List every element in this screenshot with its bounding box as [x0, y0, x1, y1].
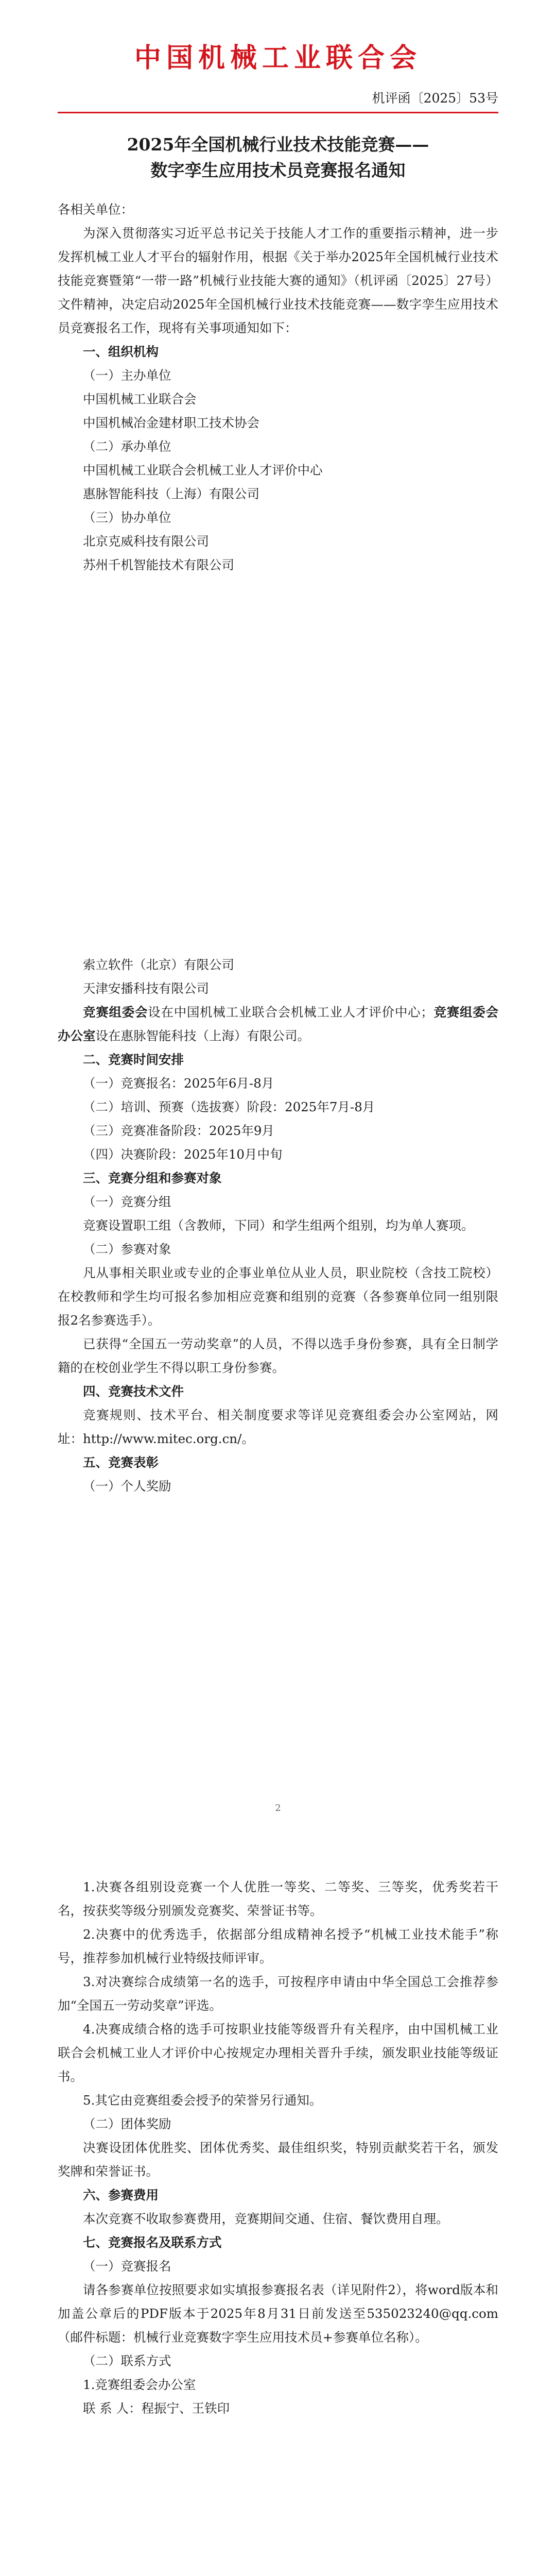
- individual-1: 1.决赛各组别设竞赛一个人优胜一等奖、二等奖、三等奖，优秀奖若干名，按获奖等级分别颁发竞赛奖、荣誉证书等。: [58, 1879, 498, 1918]
- section3-heading: 三、竞赛分组和参赛对象: [83, 1171, 222, 1185]
- org-header: 中国机械工业联合会: [134, 42, 422, 74]
- office-label: 竞赛组委会办公室: [58, 1005, 499, 1043]
- contact-heading: （二）联系方式: [83, 2353, 171, 2368]
- committee-text: 设在中国机械工业联合会机械工业人才评价中心；: [148, 1005, 433, 1020]
- reg-heading: （一）竞赛报名: [83, 2259, 171, 2274]
- host-2: 中国机械冶金建材职工技术协会: [83, 415, 259, 430]
- title-line-1: 2025年全国机械行业技术技能竞赛——: [127, 134, 429, 155]
- schedule-4: （四）决赛阶段：2025年10月中旬: [83, 1147, 283, 1162]
- section1-heading: 一、组织机构: [83, 344, 159, 359]
- contact-1-title: 1.竞赛组委会办公室: [83, 2377, 196, 2392]
- organizer-1: 中国机械工业联合会机械工业人才评价中心: [83, 463, 323, 478]
- individual-4: 4.决赛成绩合格的选手可按职业技能等级晋升有关程序，由中国机械工业联合会机械工业人才评价中心按规定办理相关晋升手续，颁发职业技能等级证书。: [58, 2022, 498, 2084]
- individual-3: 3.对决赛综合成绩第一名的选手，可按程序申请由中华全国总工会推荐参加“全国五一劳动奖章”评选。: [58, 1974, 498, 2013]
- salutation: 各相关单位：: [58, 202, 133, 217]
- doc-title: [58, 132, 498, 183]
- schedule-1: （一）竞赛报名：2025年6月-8月: [83, 1076, 274, 1091]
- co-3: 索立软件（北京）有限公司: [83, 957, 234, 972]
- team-heading: （二）团体奖励: [83, 2116, 171, 2131]
- target-text-2: 已获得“全国五一劳动奖章”的人员，不得以选手身份参赛，具有全日制学籍的在校创业学生不得以职工身份参赛。: [58, 1336, 498, 1375]
- individual-2: 2.决赛中的优秀选手，依据部分组成精神名授予“机械工业技术能手”称号，推荐参加机械行业特级技师评审。: [58, 1927, 498, 1965]
- section7-heading: 七、竞赛报名及联系方式: [83, 2235, 222, 2250]
- doc-number: 机评函〔2025〕53号: [372, 91, 498, 106]
- organizer-2: 惠脉智能科技（上海）有限公司: [83, 486, 259, 501]
- office-text: 设在惠脉智能科技（上海）有限公司。: [95, 1028, 310, 1043]
- schedule-2: （二）培训、预赛（选拔赛）阶段：2025年7月-8月: [83, 1099, 375, 1114]
- group-text: 竞赛设置职工组（含教师，下同）和学生组两个组别，均为单人赛项。: [83, 1218, 474, 1233]
- co-4: 天津安播科技有限公司: [83, 981, 209, 996]
- host-1: 中国机械工业联合会: [83, 392, 197, 406]
- target-text-1: 凡从事相关职业或专业的企事业单位从业人员，职业院校（含技工院校）在校教师和学生均可报名参加相应竞赛和组别的竞赛（各参赛单位同一组别限报2名参赛选手）。: [58, 1265, 498, 1328]
- page-1: [0, 0, 556, 917]
- page-2: [0, 917, 556, 1834]
- section5-heading: 五、竞赛表彰: [83, 1455, 159, 1470]
- co-heading: （三）协办单位: [83, 510, 171, 525]
- co-1: 北京克威科技有限公司: [83, 534, 209, 549]
- page-3: [0, 1834, 556, 2576]
- section6-text: 本次竞赛不收取参赛费用，竞赛期间交通、住宿、餐饮费用自理。: [83, 2211, 449, 2226]
- organizer-heading: （二）承办单位: [83, 439, 171, 454]
- schedule-3: （三）竞赛准备阶段：2025年9月: [83, 1123, 274, 1138]
- section6-heading: 六、参赛费用: [83, 2188, 159, 2202]
- host-heading: （一）主办单位: [83, 368, 171, 383]
- section4-text: 竞赛规则、技术平台、相关制度要求等详见竞赛组委会办公室网站，网址：http://www.mitec.org.cn/。: [58, 1408, 498, 1446]
- target-heading: （二）参赛对象: [83, 1242, 171, 1257]
- section2-heading: 二、竞赛时间安排: [83, 1052, 184, 1067]
- reg-text: 请各参赛单位按照要求如实填报参赛报名表（详见附件2），将word版本和加盖公章后的PDF版本于2025年8月31日前发送至535023240@qq.com（邮件标题：机械行业竞赛数字孪生应用技术员+参赛单位名称）。: [58, 2282, 498, 2345]
- individual-5: 5.其它由竞赛组委会授予的荣誉另行通知。: [83, 2093, 322, 2108]
- intro-paragraph: 为深入贯彻落实习近平总书记关于技能人才工作的重要指示精神，进一步发挥机械工业人才平台的辐射作用，根据《关于举办2025年全国机械行业技术技能竞赛暨第“一带一路”机械行业技能大赛的通知》（机评函〔2025〕27号）文件精神，决定启动2025年全国机械行业技术技能竞赛——数字孪生应用技术员竞赛报名工作，现将有关事项通知如下：: [58, 226, 498, 335]
- page-number: 2: [275, 1803, 281, 1814]
- title-line-2: 数字孪生应用技术员竞赛报名通知: [150, 160, 406, 180]
- co-2: 苏州千机智能技术有限公司: [83, 557, 234, 572]
- committee-paragraph: [58, 1001, 498, 1048]
- contact-1-people: 联 系 人：程振宁、王铁印: [83, 2401, 230, 2416]
- section4-heading: 四、竞赛技术文件: [83, 1384, 184, 1399]
- individual-heading: （一）个人奖励: [83, 1479, 171, 1494]
- team-text: 决赛设团体优胜奖、团体优秀奖、最佳组织奖，特别贡献奖若干名，颁发奖牌和荣誉证书。: [58, 2140, 498, 2179]
- red-divider: [58, 112, 498, 113]
- group-heading: （一）竞赛分组: [83, 1194, 171, 1209]
- committee-label: 竞赛组委会: [83, 1005, 148, 1020]
